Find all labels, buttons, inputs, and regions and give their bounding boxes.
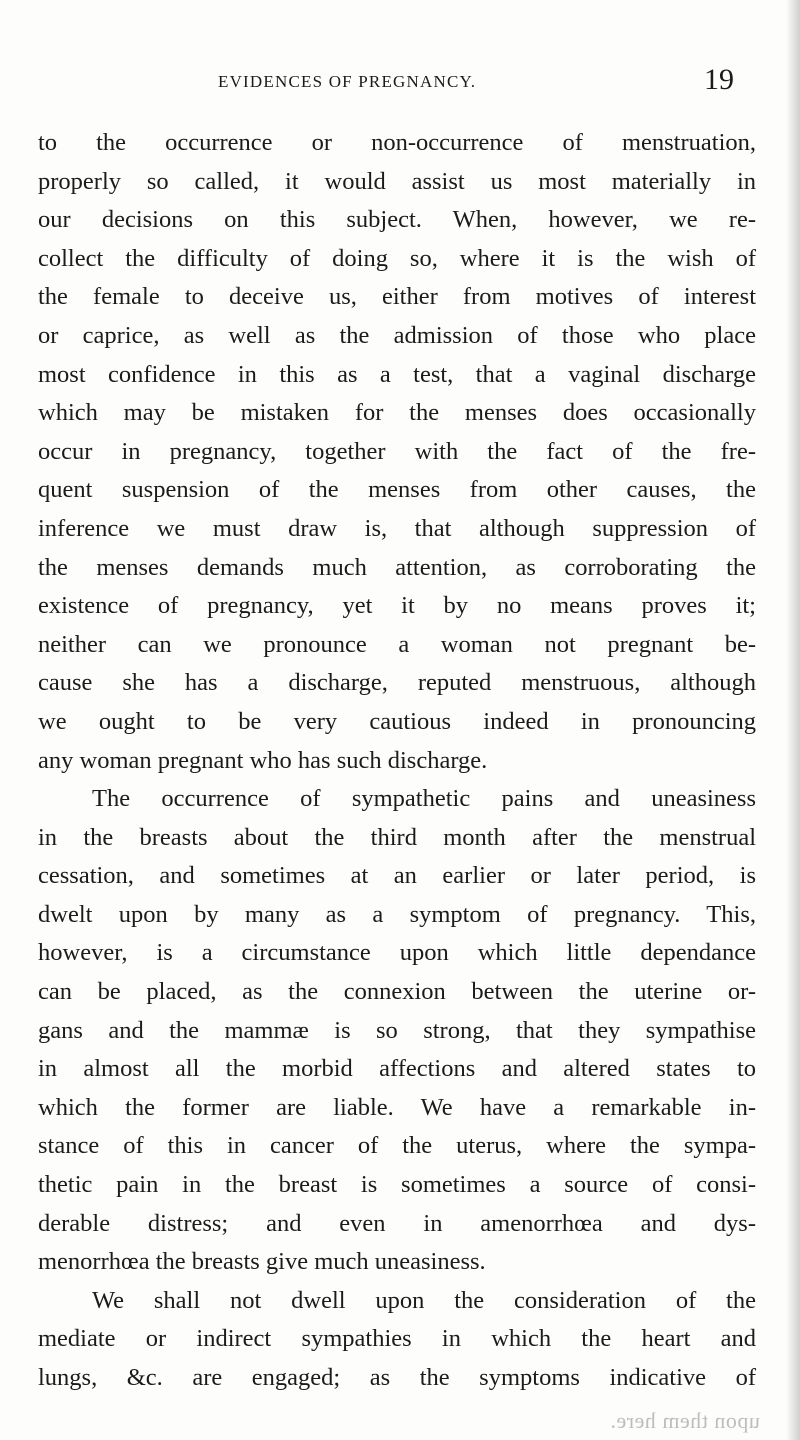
text-line: properly so called, it would assist us most materially in bbox=[38, 167, 756, 195]
text-line: to the occurrence or non-occurrence of menstruation, bbox=[38, 129, 756, 156]
text-line: which may be mistaken for the menses does occasionally bbox=[38, 399, 756, 427]
running-head-title: EVIDENCES OF PREGNANCY. bbox=[218, 72, 477, 91]
text-line: cause she has a discharge, reputed menstruous, although bbox=[38, 669, 756, 697]
text-line: however, is a circumstance upon which little dependance bbox=[38, 939, 756, 967]
text-line: collect the difficulty of doing so, where it is the wish of bbox=[38, 244, 756, 272]
text-line: dwelt upon by many as a symptom of pregnancy. This, bbox=[38, 900, 756, 928]
text-line: in the breasts about the third month after the menstrual bbox=[38, 823, 756, 851]
body-text bbox=[38, 124, 756, 1398]
text-line: stance of this in cancer of the uterus, where the sympa- bbox=[38, 1132, 756, 1160]
text-line: thetic pain in the breast is sometimes a source of consi- bbox=[38, 1171, 756, 1199]
text-line: quent suspension of the menses from other causes, the bbox=[38, 476, 756, 504]
text-line: in almost all the morbid affections and altered states to bbox=[38, 1055, 756, 1083]
text-line: our decisions on this subject. When, however, we re- bbox=[38, 206, 756, 234]
text-line: we ought to be very cautious indeed in pronouncing bbox=[38, 707, 756, 735]
text-line: the menses demands much attention, as corroborating the bbox=[38, 553, 756, 581]
text-line: gans and the mammæ is so strong, that they sympathise bbox=[38, 1016, 756, 1044]
text-line: lungs, &c. are engaged; as the symptoms indicative of bbox=[38, 1364, 756, 1391]
text-line: neither can we pronounce a woman not pregnant be- bbox=[38, 630, 756, 658]
text-line: derable distress; and even in amenorrhœa and dys- bbox=[38, 1209, 756, 1237]
text-line: existence of pregnancy, yet it by no means proves it; bbox=[38, 592, 756, 620]
text-line: occur in pregnancy, together with the fact of the fre- bbox=[38, 437, 756, 465]
text-line: which the former are liable. We have a remarkable in- bbox=[38, 1093, 756, 1121]
text-line: any woman pregnant who has such discharge. bbox=[38, 746, 488, 774]
running-head bbox=[40, 60, 752, 104]
page-number: 19 bbox=[704, 63, 734, 96]
text-line: cessation, and sometimes at an earlier or later period, is bbox=[38, 862, 756, 890]
text-line: mediate or indirect sympathies in which the heart and bbox=[38, 1325, 756, 1353]
text-line: inference we must draw is, that although suppression of bbox=[38, 514, 756, 542]
bleed-through-text: upon them here. bbox=[610, 1408, 760, 1433]
page-edge-shadow bbox=[786, 0, 800, 1440]
paragraph-start-line: The occurrence of sympathetic pains and uneasiness bbox=[92, 785, 756, 813]
text-line: or caprice, as well as the admission of those who place bbox=[38, 321, 756, 349]
text-line: can be placed, as the connexion between the uterine or- bbox=[38, 978, 756, 1006]
text-line: menorrhœa the breasts give much uneasiness. bbox=[38, 1248, 486, 1276]
text-line: the female to deceive us, either from motives of interest bbox=[38, 283, 756, 311]
paragraph-start-line: We shall not dwell upon the consideration of the bbox=[92, 1286, 756, 1314]
text-line: most confidence in this as a test, that a vaginal discharge bbox=[38, 360, 756, 388]
